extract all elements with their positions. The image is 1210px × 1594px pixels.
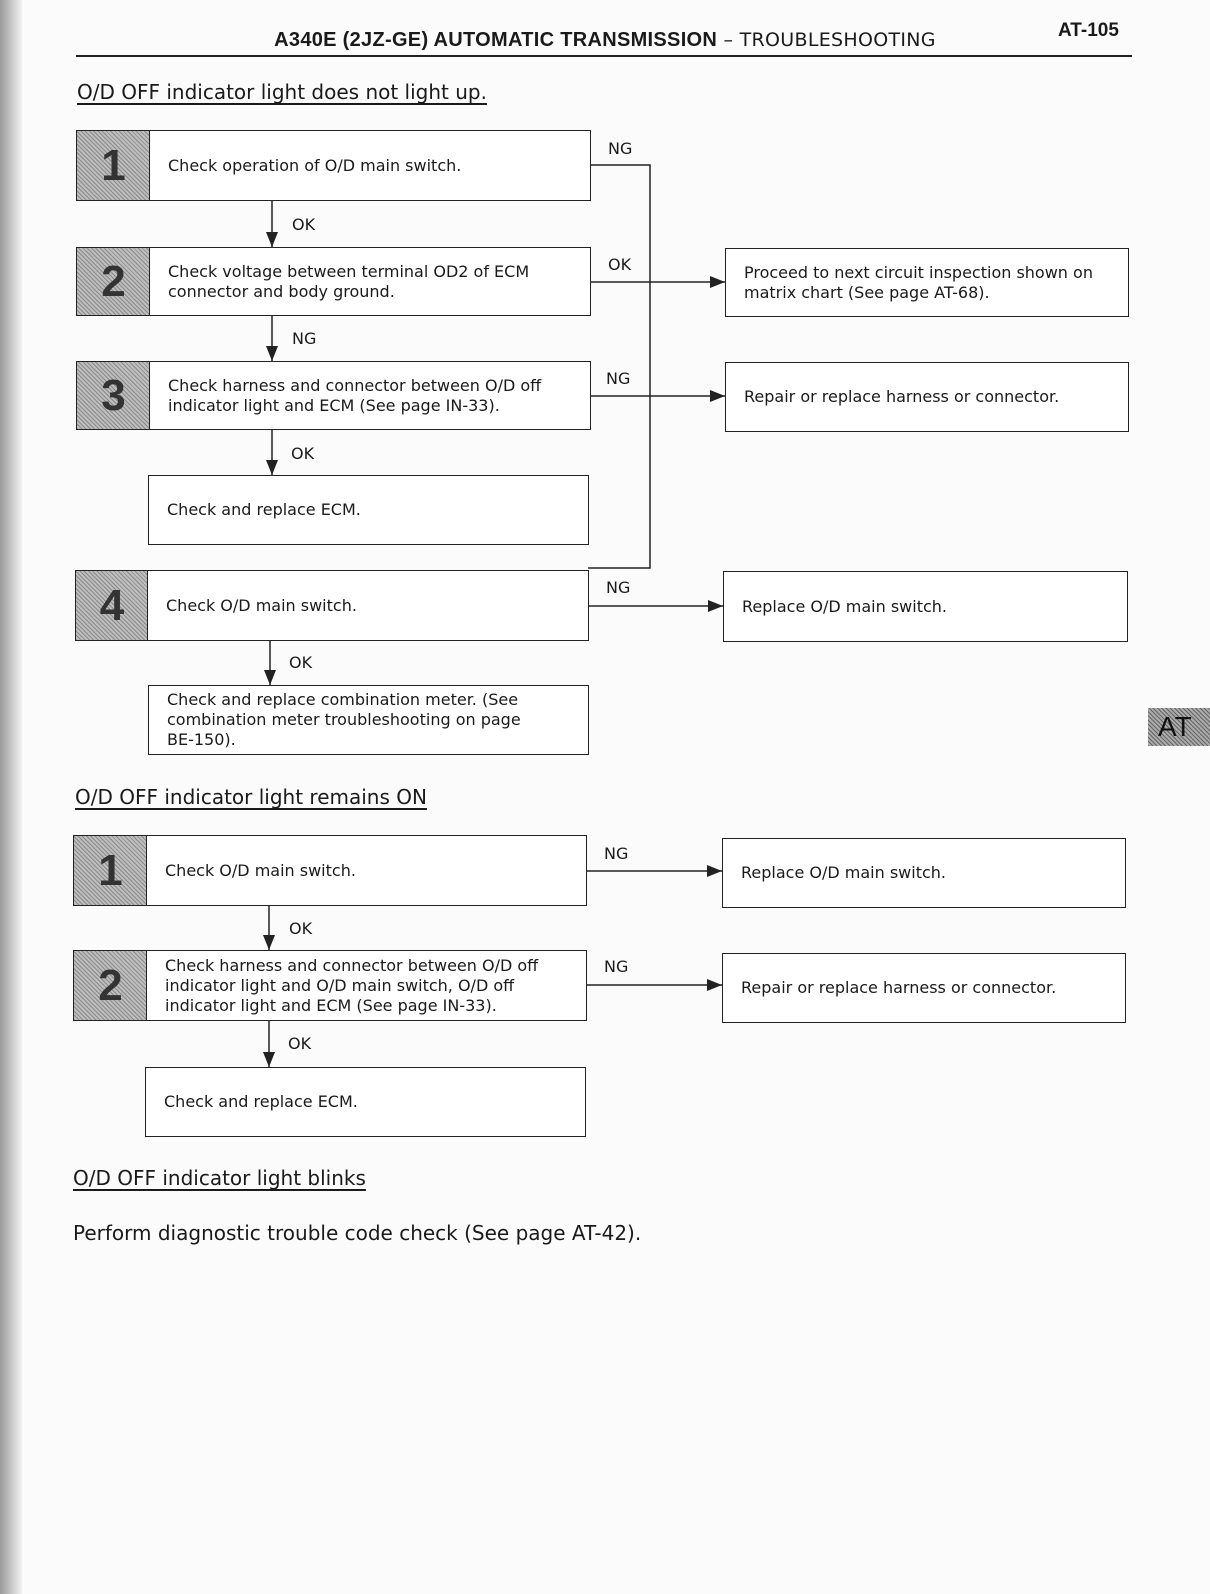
step-box: Check voltage between terminal OD2 of ECM connector and body ground. xyxy=(149,247,591,316)
header-subtitle: – TROUBLESHOOTING xyxy=(717,29,936,51)
result-box-repair: Repair or replace harness or connector. xyxy=(722,953,1126,1023)
ng-label: NG xyxy=(606,369,631,388)
ecm-box: Check and replace ECM. xyxy=(145,1067,586,1137)
step-number: 4 xyxy=(75,570,149,641)
section-heading-remains-on: O/D OFF indicator light remains ON xyxy=(75,785,427,809)
result-box-replace: Replace O/D main switch. xyxy=(722,838,1126,908)
ok-label: OK xyxy=(289,919,313,938)
ng-label: NG xyxy=(292,329,317,348)
step-box: Check O/D main switch. xyxy=(147,570,589,641)
result-box-proceed: Proceed to next circuit inspection shown on matrix chart (See page AT-68). xyxy=(725,248,1129,317)
blinks-instruction: Perform diagnostic trouble code check (See page AT-42). xyxy=(73,1221,642,1245)
page-number: AT-105 xyxy=(1058,20,1119,41)
section-heading-blinks: O/D OFF indicator light blinks xyxy=(73,1166,366,1190)
step-number: 2 xyxy=(76,247,151,316)
step-number: 3 xyxy=(76,361,151,430)
step-box: Check harness and connector between O/D off indicator light and O/D main switch, O/D off indicator light and ECM (See page IN-33). xyxy=(146,950,587,1021)
ok-label: OK xyxy=(288,1034,312,1053)
ecm-box: Check and replace ECM. xyxy=(148,475,589,545)
step-box: Check harness and connector between O/D off indicator light and ECM (See page IN-33). xyxy=(149,361,591,430)
ok-label: OK xyxy=(608,255,632,274)
result-box-repair: Repair or replace harness or connector. xyxy=(725,362,1129,432)
meter-box: Check and replace combination meter. (See combination meter troubleshooting on page BE-150). xyxy=(148,685,589,755)
ng-label: NG xyxy=(604,844,629,863)
ng-label: NG xyxy=(608,139,633,158)
result-box-replace: Replace O/D main switch. xyxy=(723,571,1128,642)
step-box: Check operation of O/D main switch. xyxy=(149,130,591,201)
ok-label: OK xyxy=(292,215,316,234)
step-number: 2 xyxy=(73,950,148,1021)
step-box: Check O/D main switch. xyxy=(146,835,587,906)
step-number: 1 xyxy=(73,835,148,906)
ng-label: NG xyxy=(604,957,629,976)
header-title: A340E (2JZ-GE) AUTOMATIC TRANSMISSION xyxy=(274,29,718,51)
section-tab: AT xyxy=(1148,708,1210,746)
ok-label: OK xyxy=(291,444,315,463)
step-number: 1 xyxy=(76,130,151,201)
ok-label: OK xyxy=(289,653,313,672)
ng-label: NG xyxy=(606,578,631,597)
section-heading-not-light: O/D OFF indicator light does not light up. xyxy=(77,80,487,104)
